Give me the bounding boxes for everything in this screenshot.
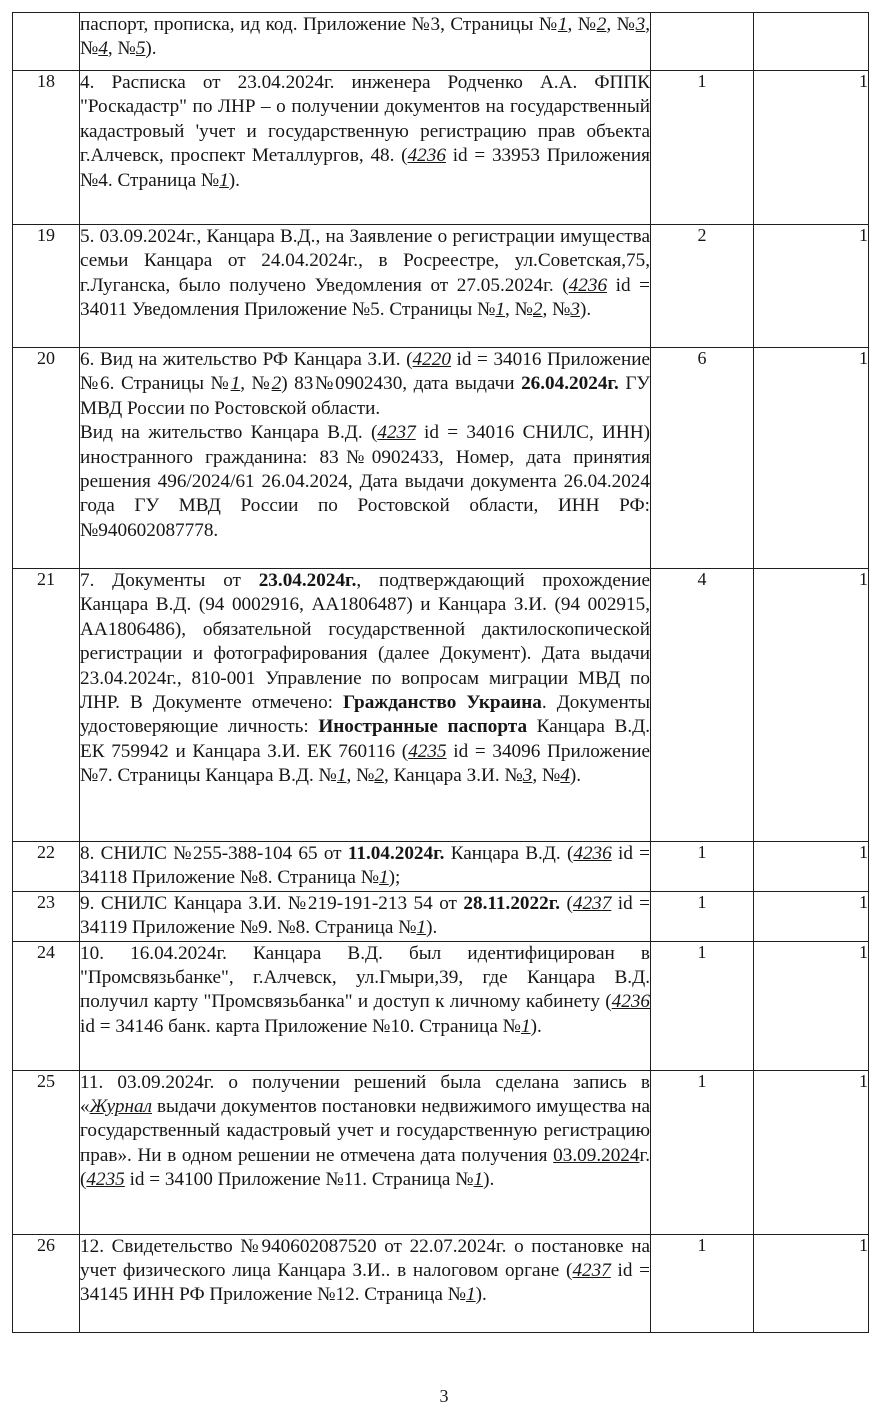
reference-link-text: 1 [557,14,568,35]
copies-count: 1 [651,1070,754,1234]
text-segment: , № [532,765,561,787]
sheets-count: 1 [754,225,869,348]
text-segment: , Канцара З.И. № [383,765,523,787]
text-segment: ). [569,765,582,787]
text-segment: г. ( [80,1144,650,1191]
text-segment: id = 34011 Уведомления Приложение №5. Страницы № [80,274,651,321]
text-segment: id = 34146 банк. карта Приложение №10. Страница № [80,1015,521,1037]
text-segment: Канцара В.Д. ( [444,843,574,864]
copies-count: 1 [651,941,754,1070]
text-segment: 8. СНИЛС №255-388-104 65 от [80,843,348,864]
row-description [80,348,651,569]
bold-text: 23.04.2024г. [258,570,357,591]
bold-text: 26.04.2024г. [521,373,619,395]
text-segment: 11. 03.09.2024г. о получении решений была сделана запись в « [80,1071,650,1118]
row-number: 23 [13,891,80,941]
row-number: 22 [13,842,80,892]
text-segment: 12. Свидетельство №940602087520 от 22.07.2024г. о постановке на учет физического лица Канцара З.И.. в налоговом органе ( [80,1235,650,1282]
row-number: 18 [13,71,80,225]
text-segment: ). [228,169,240,191]
copies-count [651,13,754,71]
sheets-count: 1 [754,71,869,225]
text-segment: ). [426,917,438,939]
text-segment: id = 34016 СНИЛС, ИНН) иностранного гражданина: 83№0902433, Номер, дата принятия решения 496/2024/61 26.04.2024, Дата выдачи документа 26.04.2024 года ГУ МВД России по Ростовской области, ИНН РФ: №940602087778. [80,422,650,541]
reference-link-text: 5 [135,38,146,60]
row-description [80,71,651,225]
text-segment: 10. 16.04.2024г. Канцара В.Д. был идентифицирован в "Промсвязьбанке", г.Алчевск, ул.Гмыри,39, где Канцара В.Д. получил карту "Промсвязьбанка" и доступ к личному кабинету ( [80,942,650,1013]
text-segment: 7. Документы от [80,570,259,591]
sheets-count: 1 [754,842,869,892]
reference-link-text: 4236 [573,843,612,864]
documents-table [12,12,869,1333]
bold-text: 11.04.2024г. [347,843,445,864]
copies-count: 1 [651,71,754,225]
reference-link-text: 1 [336,765,347,787]
bold-text: Иностранные паспорта [318,716,528,738]
reference-link-text: 4 [560,765,570,787]
text-segment: ); [388,867,401,889]
reference-link-text: 1 [473,1169,484,1191]
reference-link-text: 4 [98,38,108,60]
text-segment: . Документы удостоверяющие личность: [80,692,650,738]
row-number: 26 [13,1234,80,1332]
text-segment: ). [145,38,157,60]
text-segment: ГУ МВД России по Ростовской области. [80,373,650,419]
reference-link-text: 2 [532,299,543,321]
row-number: 21 [13,569,80,842]
row-description [80,891,651,941]
row-description [80,842,651,892]
text-segment: id = 33953 Приложения №4. Страница № [80,145,650,191]
text-segment: , № [542,299,571,321]
text-segment: ). [580,299,592,321]
text-segment: 4. Расписка от 23.04.2024г. инженера Родченко А.А. ФППК "Роскадастр" по ЛНР – о получении документов на государственный кадастровый 'учет и государственную регистрацию прав объекта г.Алчевск, проспект Металлургов, 48. ( [80,72,650,167]
sheets-count: 1 [754,891,869,941]
sheets-count: 1 [754,1234,869,1332]
reference-link-text: 4237 [572,892,612,914]
text-segment: , № [107,38,136,60]
text-segment: , № [567,14,597,35]
copies-count: 1 [651,842,754,892]
reference-link-text: 1 [219,169,229,191]
table-row [13,13,869,71]
text-segment: ). [475,1284,487,1306]
row-number: 25 [13,1070,80,1234]
reference-link-text: 2 [374,765,384,787]
reference-link-text: 4235 [86,1169,125,1191]
text-segment: Канцара В.Д. ЕК 759942 и Канцара З.И. ЕК 760116 ( [80,716,650,762]
text-segment: Вид на жительство Канцара В.Д. ( [80,422,378,444]
reference-link-text: 1 [520,1015,531,1037]
text-segment: № [538,14,558,35]
table-row [13,569,869,842]
text-segment: id = 34016 Приложение №6. Страницы № [80,349,651,395]
copies-count: 1 [651,1234,754,1332]
table-row [13,891,869,941]
row-number: 20 [13,348,80,569]
text-segment: , подтверждающий прохождение Канцара В.Д. (94 0002916, АА1806487) и Канцара З.И. (94 002915, АА1806486), обязательной государственной дактилоскопической регистрации и фотографирования (далее Документ). Дата выдачи 23.04.2024г., 810-001 Управление по вопросам миграции МВД по ЛНР. В Документе отмечено: [80,570,650,714]
text-segment: ) 83№0902430, дата выдачи [281,373,522,395]
copies-count: 6 [651,348,754,569]
reference-link-text: 3 [635,14,646,35]
reference-link-text: 4237 [377,422,416,444]
row-number [13,13,80,71]
reference-link-text: 4220 [412,349,451,370]
text-segment: 5. 03.09.2024г., Канцара В.Д., на Заявление о регистрации имущества семьи Канцара от 24.04.2024г., в Росреестре, ул.Советская,75, г.Луганска, было получено Уведомления от 27.05.2024г. ( [80,226,650,296]
copies-count: 4 [651,569,754,842]
text-segment: 9. СНИЛС Канцара З.И. №219-191-213 54 от [80,892,464,914]
reference-link-text: 4236 [407,145,446,167]
text-segment: id = 34096 Приложение №7. Страницы Канцара В.Д. № [80,740,650,787]
row-description [80,1070,651,1234]
text-segment: , № [240,373,272,395]
documents-table-body [13,13,869,1333]
text-segment: id = 34118 Приложение №8. Страница № [80,843,651,889]
text-segment: id = 34145 ИНН РФ Приложение №12. Страница № [80,1260,650,1306]
copies-count: 2 [651,225,754,348]
sheets-count: 1 [754,941,869,1070]
text-segment: , № [80,14,651,60]
row-description [80,941,651,1070]
reference-link-text: 1 [416,917,427,939]
text-segment: id = 34100 Приложение №11. Страница № [124,1169,474,1191]
reference-link-text: 4237 [572,1260,611,1282]
table-row [13,71,869,225]
text-segment: 03.09.2024 [553,1144,640,1166]
row-number: 19 [13,225,80,348]
table-row [13,348,869,569]
table-row [13,1234,869,1332]
table-row [13,225,869,348]
sheets-count: 1 [754,569,869,842]
sheets-count: 1 [754,1070,869,1234]
text-segment: , № [505,299,533,321]
row-description [80,1234,651,1332]
reference-link-text: 2 [271,373,282,395]
text-segment: выдачи документов постановки недвижимого имущества на государственный кадастровый учет и государственную регистрацию прав». Ни в одном решении не отмечена дата получения [80,1096,650,1166]
reference-link-text: 1 [230,373,241,395]
reference-link-text: 4235 [408,740,447,762]
text-segment: ). [530,1015,542,1037]
text-segment: ). [483,1169,495,1191]
reference-link-text: 3 [570,299,581,321]
bold-text: Гражданство Украина [343,692,542,714]
reference-link-text: 4236 [568,274,608,296]
reference-link-text: 1 [495,299,506,321]
text-segment: id = 34119 Приложение №9. №8. Страница № [80,892,651,939]
reference-link-text: 4236 [611,991,650,1013]
text-segment: ( [560,892,573,914]
table-row [13,941,869,1070]
text-segment: 6. Вид на жительство РФ Канцара З.И. ( [80,349,413,370]
copies-count: 1 [651,891,754,941]
row-description [80,13,651,71]
reference-link-text: 1 [379,867,389,889]
sheets-count: 1 [754,348,869,569]
page-number: 3 [439,1386,449,1406]
text-segment: паспорт, прописка, ид код. Приложение №3, Страницы [80,14,539,35]
row-description [80,569,651,842]
sheets-count [754,13,869,71]
row-description [80,225,651,348]
reference-link-text: 3 [522,765,533,787]
table-row [13,1070,869,1234]
row-number: 24 [13,941,80,1070]
text-segment: , № [606,14,636,35]
table-row [13,842,869,892]
reference-link-text: Журнал [89,1096,152,1118]
reference-link-text: 2 [596,14,607,35]
bold-text: 28.11.2022г. [463,892,561,914]
reference-link-text: 1 [466,1284,476,1306]
text-segment: , № [346,765,375,787]
